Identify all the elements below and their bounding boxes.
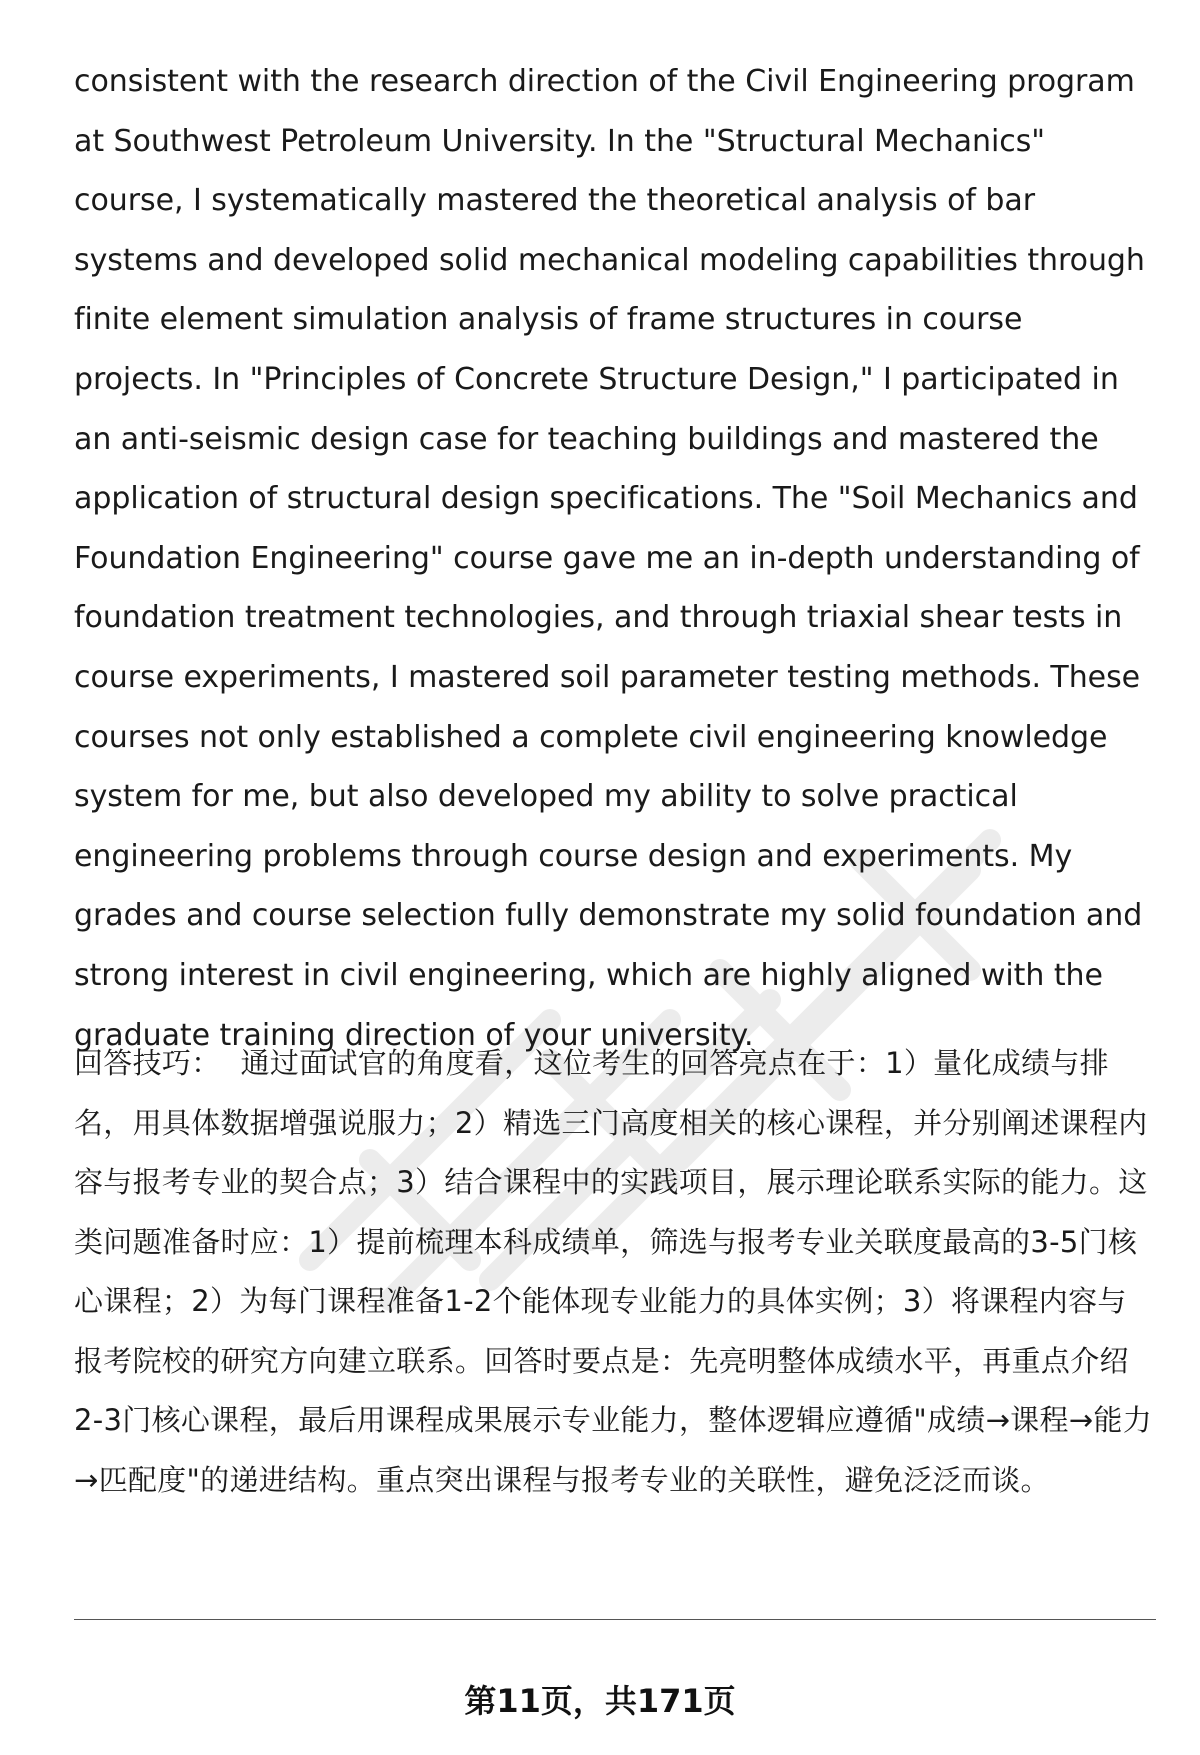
answer-paragraph: consistent with the research direction of the Civil Engineering program at Southwest Petroleum University. In the "Structural Mechanics" course, I systematically mastered the theoretical analysis of bar systems and developed solid mechanical modeling capabilities through finite element simulation analysis of frame structures in course projects. In "Principles of Concrete Structure Design," I participated in an anti-seismic design case for teaching buildings and mastered the application of structural design specifications. The "Soil Mechanics and Foundation Engineering" course gave me an in-depth understanding of foundation treatment technologies, and through triaxial shear tests in course experiments, I mastered soil parameter testing methods. These courses not only established a complete civil engineering knowledge system for me, but also developed my ability to solve practical engineering problems through course design and experiments. My grades and course selection fully demonstrate my solid foundation and strong interest in civil engineering, which are highly aligned with the graduate training direction of your university. bbox=[74, 64, 1145, 1053]
tips-text: 通过面试官的角度看，这位考生的回答亮点在于：1）量化成绩与排名，用具体数据增强说服力；2）精选三门高度相关的核心课程，并分别阐述课程内容与报考专业的契合点；3）结合课程中的实践项目，展示理论联系实际的能力。这类问题准备时应：1）提前梳理本科成绩单，筛选与报考专业关联度最高的3-5门核心课程；2）为每门课程准备1-2个能体现专业能力的具体实例；3）将课程内容与报考院校的研究方向建立联系。回答时要点是：先亮明整体成绩水平，再重点介绍2-3门核心课程，最后用课程成果展示专业能力，整体逻辑应遵循"成绩→课程→能力→匹配度"的递进结构。重点突出课程与报考专业的关联性，避免泛泛而谈。 bbox=[74, 1046, 1153, 1497]
footer-divider bbox=[74, 1619, 1156, 1620]
tips-label: 回答技巧： bbox=[74, 1046, 221, 1080]
page-number: 第11页，共171页 bbox=[464, 1682, 736, 1720]
answer-tips-paragraph bbox=[74, 1034, 1154, 1510]
